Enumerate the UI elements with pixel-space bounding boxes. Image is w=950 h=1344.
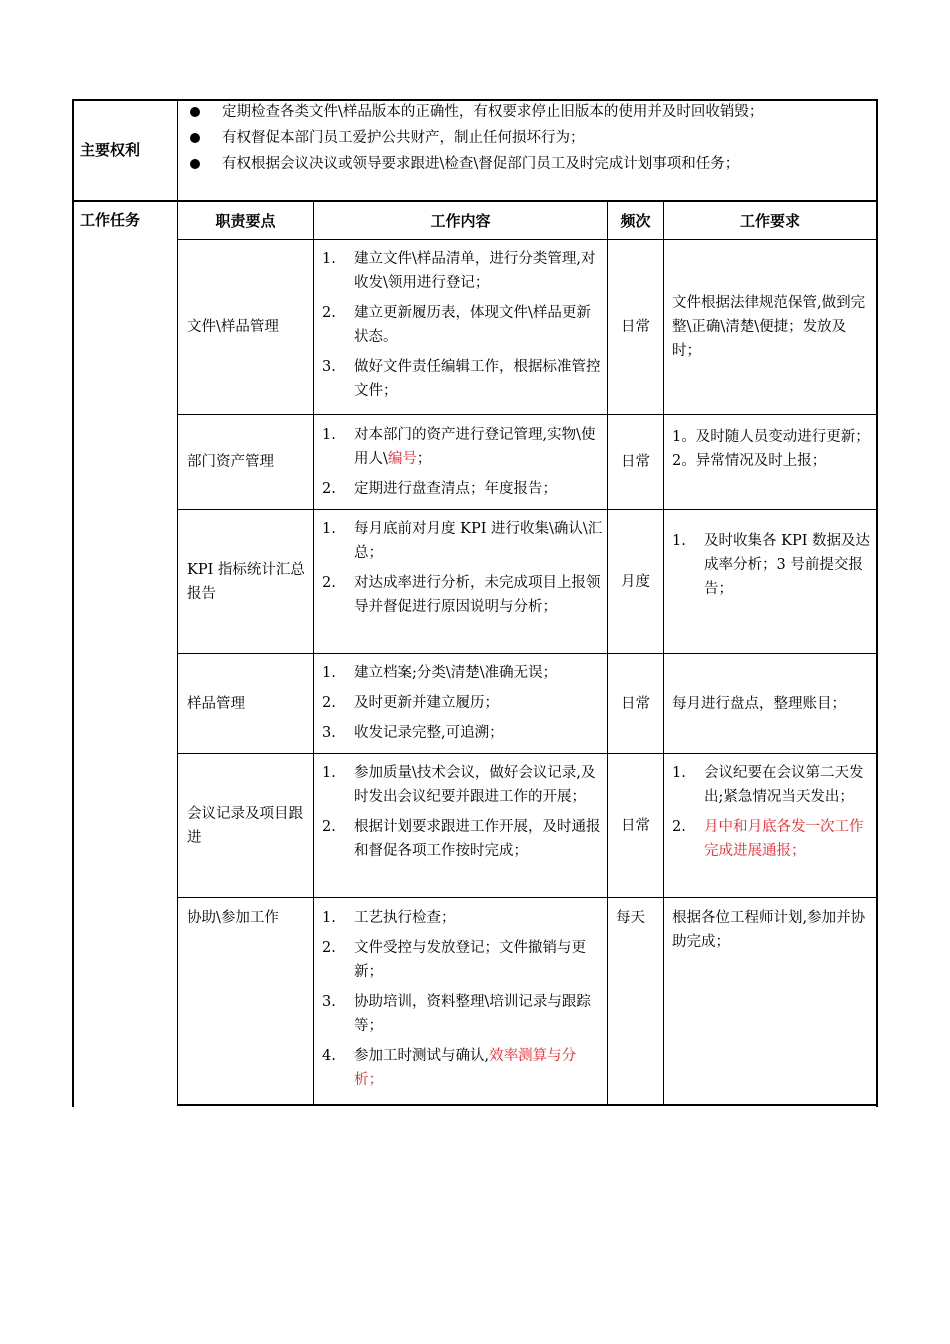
border-left	[72, 99, 74, 1107]
content-cell	[316, 906, 604, 1098]
req-cell	[666, 529, 874, 607]
freq-cell: 月度	[621, 573, 650, 590]
duty-cell: 样品管理	[187, 695, 245, 712]
list-item: 1. 参加质量\技术会议，做好会议记录,及时发出会议纪要并跟进工作的开展；	[322, 765, 596, 805]
duty-cell: 文件\样品管理	[187, 319, 279, 335]
freq-cell: 日常	[621, 695, 650, 712]
req-cell: 文件根据法律规范保管,做到完整\正确\清楚\便捷；发放及时；	[672, 295, 866, 359]
list-item: 1. 对本部门的资产进行登记管理,实物\使用人\编号；	[322, 427, 596, 467]
list-item: 1. 会议纪要在会议第二天发出;紧急情况当天发出；	[672, 765, 864, 805]
list-item: 1. 建立文件\样品清单，进行分类管理,对收发\领用进行登记；	[322, 251, 596, 291]
row5-bottom-line	[177, 897, 877, 898]
list-item: 2. 及时更新并建立履历；	[322, 695, 499, 711]
list-item: 1. 工艺执行检查；	[322, 910, 456, 926]
list-item: 1. 每月底前对月度 KPI 进行收集\确认\汇总；	[322, 521, 603, 561]
req-column-divider	[663, 201, 664, 1105]
req-cell: 1。及时随人员变动进行更新；2。异常情况及时上报；	[672, 429, 870, 469]
freq-cell: 每天	[616, 910, 645, 926]
freq-cell: 日常	[621, 319, 650, 335]
content-cell	[316, 661, 604, 751]
list-item: 2. 定期进行盘查清点；年度报告；	[322, 481, 557, 497]
header-req: 工作要求	[739, 211, 800, 230]
list-item: 2. 对达成率进行分析，未完成项目上报领导并督促进行原因说明与分析；	[322, 575, 601, 615]
list-item: 2. 月中和月底各发一次工作完成进展通报；	[672, 819, 864, 859]
freq-cell: 日常	[621, 454, 650, 470]
bullet-icon	[190, 107, 200, 117]
content-cell	[316, 247, 604, 409]
freq-cell: 日常	[621, 817, 650, 834]
list-item: 2. 建立更新履历表，体现文件\样品更新状态。	[322, 305, 591, 345]
content-column-divider	[313, 201, 314, 1105]
list-item: 1. 建立档案;分类\清楚\准确无误；	[322, 665, 558, 681]
header-duty: 职责要点	[215, 211, 276, 230]
bullet-icon	[190, 159, 200, 169]
list-item: 3. 协助培训，资料整理\培训记录与跟踪等；	[322, 994, 591, 1034]
list-item: 2. 文件受控与发放登记；文件撤销与更新；	[322, 940, 586, 980]
req-cell: 根据各位工程师计划,参加并协助完成；	[672, 910, 866, 950]
content-cell	[316, 517, 604, 625]
duty-cell: KPI 指标统计汇总报告	[187, 561, 305, 602]
border-right	[876, 99, 878, 1107]
content-cell	[316, 423, 604, 507]
table-bottom-line	[177, 1104, 878, 1106]
header-content: 工作内容	[430, 211, 491, 230]
rights-label: 主要权利	[80, 141, 141, 159]
list-item: 4. 参加工时测试与确认,效率测算与分析；	[322, 1048, 577, 1088]
req-cell	[666, 761, 874, 869]
header-freq: 频次	[620, 211, 651, 230]
bullet-icon	[190, 133, 200, 143]
label-column-divider	[177, 99, 178, 1105]
tasks-label: 工作任务	[80, 211, 141, 229]
duty-cell: 协助\参加工作	[187, 910, 279, 926]
duty-cell: 会议记录及项目跟进	[187, 805, 303, 846]
list-item: 3. 做好文件责任编辑工作，根据标准管控文件；	[322, 359, 601, 399]
duty-cell: 部门资产管理	[187, 454, 274, 470]
req-cell: 每月进行盘点，整理账目；	[672, 695, 846, 712]
content-cell	[316, 761, 604, 869]
list-item: 3. 收发记录完整,可追溯；	[322, 725, 504, 741]
list-item: 2. 根据计划要求跟进工作开展，及时通报和督促各项工作按时完成；	[322, 819, 601, 859]
list-item: 1. 及时收集各 KPI 数据及达成率分析；3 号前提交报告；	[672, 533, 871, 597]
